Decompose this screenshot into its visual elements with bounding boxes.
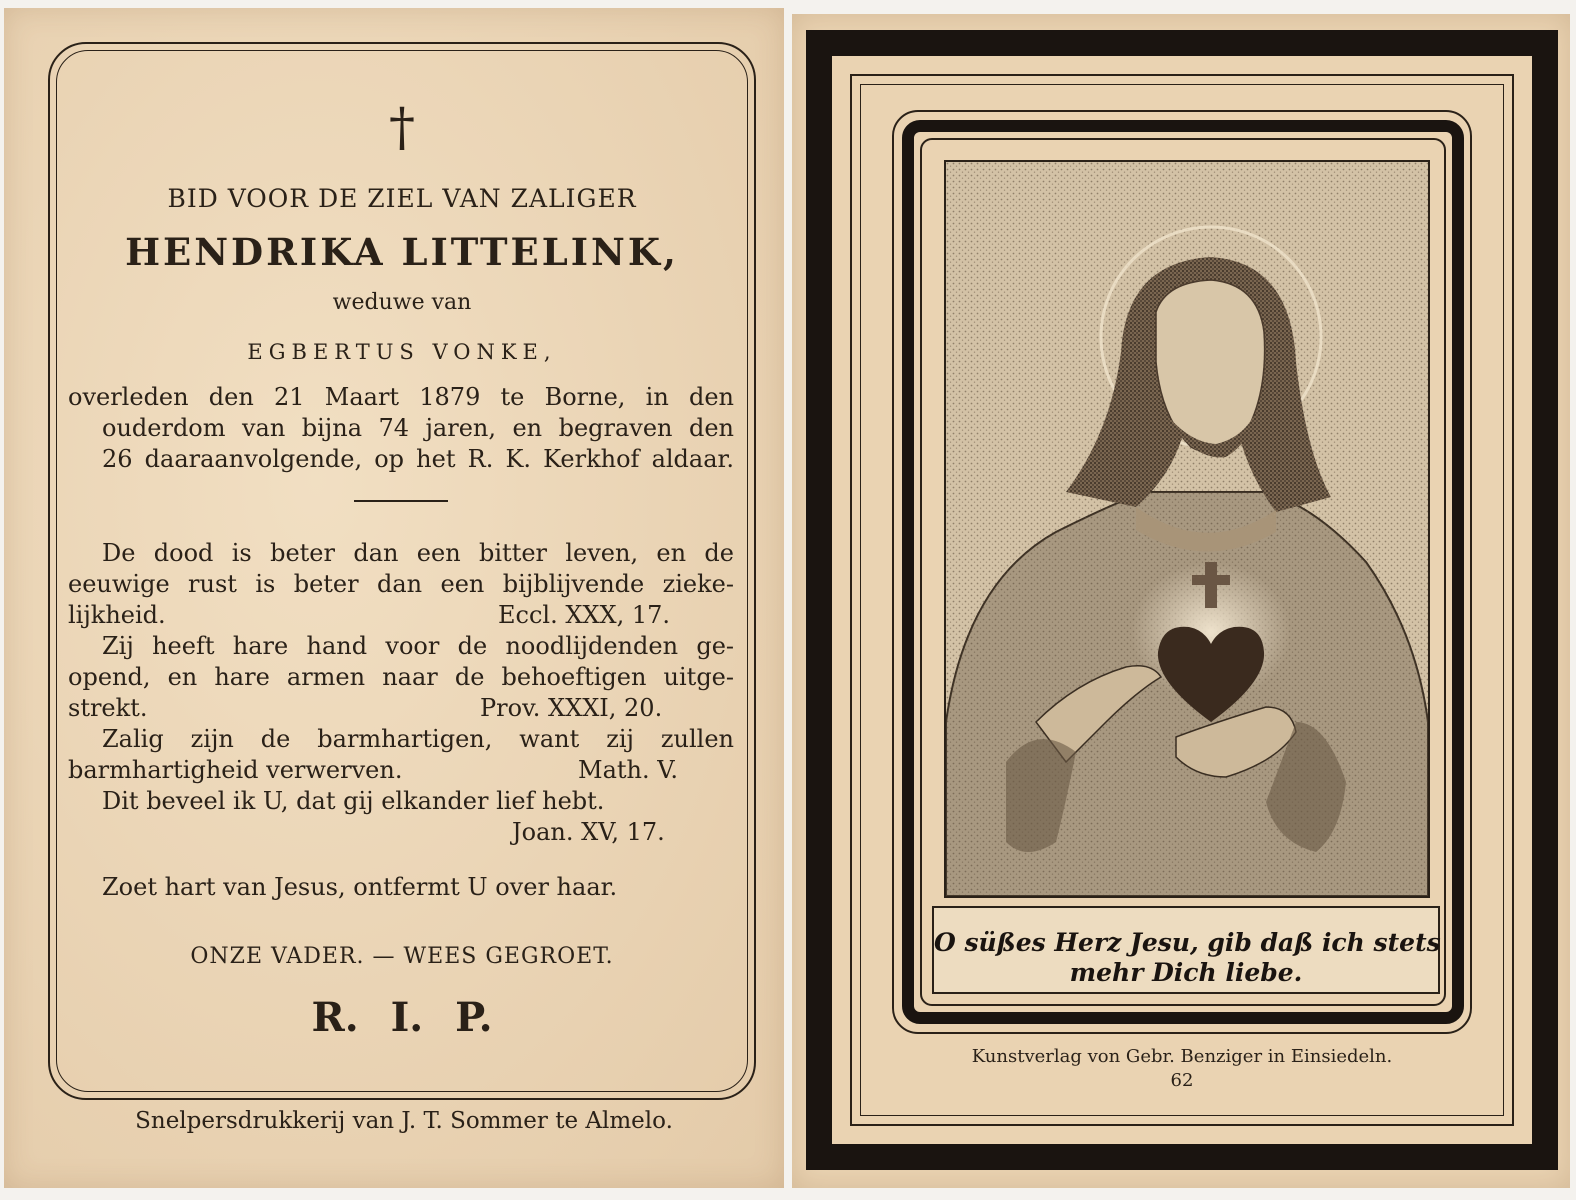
quote-3-line-1: Zalig zijn de barmhartigen, want zij zullen (102, 725, 734, 753)
husband-name: EGBERTUS VONKE, (247, 340, 557, 364)
heading: BID VOOR DE ZIEL VAN ZALIGER (167, 184, 637, 213)
quote-1-line-3: lijkheid. (68, 601, 166, 629)
caption-line-1: O süßes Herz Jesu, gib daß ich stets (934, 928, 1441, 957)
quote-2-line-1: Zij heeft hare hand voor de noodlijdenden ge- (102, 632, 734, 660)
prayers: ONZE VADER. — WEES GEGROET. (190, 944, 614, 969)
quote-2-line-3: strekt. (68, 694, 148, 722)
sacred-heart-engraving (944, 160, 1430, 898)
quote-3-reference: Math. V. (578, 756, 679, 784)
quote-2-reference: Prov. XXXI, 20. (480, 694, 663, 722)
printer-credit: Snelpersdrukkerij van J. T. Sommer te Almelo. (135, 1108, 673, 1134)
quote-1-reference: Eccl. XXX, 17. (498, 601, 671, 629)
bio-line-2: ouderdom van bijna 74 jaren, en begraven den (102, 414, 734, 442)
memorial-card-picture-side (792, 14, 1570, 1188)
caption-line-2: mehr Dich liebe. (1069, 958, 1303, 987)
quote-4-reference: Joan. XV, 17. (512, 818, 665, 846)
deceased-name: HENDRIKA LITTELINK, (125, 230, 679, 274)
quote-4-line-1: Dit beveel ik U, dat gij elkander lief hebt. (102, 787, 605, 815)
invocation: Zoet hart van Jesus, ontfermt U over haar. (102, 873, 618, 901)
rip: R. I. P. (311, 994, 493, 1041)
cross-icon: † (389, 98, 415, 158)
sacred-heart-illustration (946, 162, 1428, 896)
quote-2-line-2: opend, en hare armen naar de behoeftigen uitge- (68, 663, 734, 691)
quote-1-line-2: eeuwige rust is beter dan een bijblijvende zieke- (68, 570, 734, 598)
publisher-credit: Kunstverlag von Gebr. Benziger in Einsiedeln. (971, 1046, 1393, 1067)
divider (354, 500, 448, 502)
plate-number: 62 (1170, 1070, 1194, 1091)
bio-line-1: overleden den 21 Maart 1879 te Borne, in den (68, 383, 734, 411)
quote-3-line-2: barmhartigheid verwerven. (68, 756, 403, 784)
caption-box (932, 906, 1440, 994)
bio-line-3: 26 daaraanvolgende, op het R. K. Kerkhof aldaar. (102, 445, 734, 473)
quote-1-line-1: De dood is beter dan een bitter leven, en de (102, 539, 734, 567)
widow-of-label: weduwe van (332, 290, 472, 315)
memorial-card-text-side (4, 8, 784, 1188)
